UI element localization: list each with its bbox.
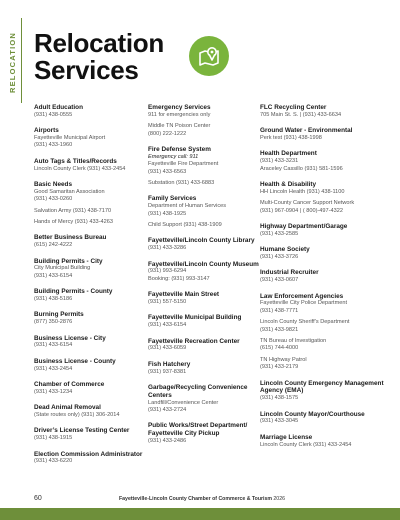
directory-entry (260, 434, 398, 449)
directory-entry (148, 338, 260, 353)
directory-entry (34, 158, 146, 173)
entry-heading: Burning Permits (34, 311, 84, 319)
directory-entry (260, 246, 398, 261)
directory-entry (148, 104, 260, 138)
entry-heading: Building Permits - City (34, 257, 103, 265)
directory-entry (34, 127, 146, 150)
entry-detail: (931) 557-5150 (148, 299, 187, 306)
footer-year: 2026 (273, 496, 285, 502)
entry-detail: (931) 433-6220 (34, 458, 73, 465)
entry-detail: Hands of Mercy (931) 433-4263 (34, 219, 113, 226)
entry-detail: (931) 438-0555 (34, 111, 73, 118)
entry-heading: Highway Department/Garage (260, 223, 348, 231)
entry-heading: Humane Society (260, 246, 310, 254)
footer-publisher: Fayetteville-Lincoln County Chamber of Commerce & Tourism (119, 496, 272, 502)
directory-entry (260, 104, 398, 119)
entry-detail: (931) 937-8381 (148, 368, 187, 375)
entry-heading: Lincoln County Mayor/Courthouse (260, 410, 365, 418)
entry-heading: Airports (34, 127, 59, 135)
entry-detail: Emergency call: 911 (148, 153, 199, 160)
map-location-icon (189, 36, 229, 76)
entry-detail: Multi-County Cancer Support Network (260, 200, 355, 207)
directory-entry (34, 104, 146, 119)
entry-detail: HH Lincoln Health (931) 438-1100 (260, 188, 345, 195)
entry-detail: (800) 222-1222 (148, 130, 187, 137)
entry-heading: Law Enforcement Agencies (260, 292, 344, 300)
entry-detail: (931) 433-6059 (148, 345, 187, 352)
entry-detail: (931) 433-6563 (148, 168, 187, 175)
entry-detail: Fayetteville Municipal Airport (34, 135, 106, 141)
entry-heading: Adult Education (34, 104, 83, 111)
entry-detail: Araceley Cassillo (931) 581-1596 (260, 165, 343, 172)
directory-entry (148, 195, 260, 229)
directory-entry (34, 381, 146, 396)
directory-entry (260, 150, 398, 173)
directory-column-1 (34, 104, 146, 474)
directory-entry (34, 181, 146, 226)
entry-heading: Fayetteville/Lincoln County Library (148, 237, 255, 245)
entry-detail: Lincoln County Clerk (931) 433-2454 (260, 441, 352, 448)
bottom-accent-bar (0, 508, 400, 520)
page-title (34, 30, 164, 84)
directory-entry (148, 291, 260, 306)
entry-heading: Public Works/Street Department/ Fayetteville City Pickup (148, 422, 248, 438)
entry-detail: Good Samaritan Association (34, 188, 105, 195)
entry-heading: Ground Water - Environmental (260, 127, 353, 135)
entry-detail: (931) 967-0904 | ( 800)-497-4322 (260, 207, 343, 214)
entry-detail: (931) 433-2486 (148, 438, 187, 445)
directory-entry (260, 269, 398, 284)
section-tab (5, 30, 21, 94)
entry-detail: Substation (931) 433-6883 (148, 180, 215, 187)
entry-heading: Fire Defense System (148, 146, 211, 154)
entry-detail: (931) 438-5186 (34, 296, 73, 303)
page-number: 60 (34, 495, 42, 502)
entry-detail: (931) 438-1925 (148, 210, 187, 217)
entry-heading: Family Services (148, 195, 197, 203)
entry-detail: (931) 433-1234 (34, 388, 73, 395)
entry-detail: (931) 433-3286 (148, 245, 187, 252)
directory-entry (148, 261, 260, 284)
entry-detail: (931) 433-0260 (34, 196, 73, 203)
entry-detail: (931) 438-1575 (260, 395, 299, 402)
entry-heading: Industrial Recruiter (260, 269, 319, 277)
entry-heading: Fayetteville Main Street (148, 291, 220, 299)
entry-detail: (931) 433-9821 (260, 326, 299, 333)
directory-column-2 (148, 104, 260, 453)
entry-detail: 911 for emergencies only (148, 111, 211, 118)
directory-entry (34, 335, 146, 350)
entry-heading: Auto Tags & Titles/Records (34, 157, 117, 165)
page-footer (34, 495, 394, 505)
entry-detail: (931) 433-6154 (34, 272, 73, 279)
entry-heading: Building Permits - County (34, 288, 113, 296)
section-tab-label: RELOCATION (8, 31, 18, 93)
directory-column-3 (260, 104, 398, 457)
directory-entry (148, 314, 260, 329)
directory-entry (34, 358, 146, 373)
directory-entry (148, 384, 260, 414)
entry-heading: Emergency Services (148, 104, 211, 111)
entry-detail: (931) 433-2585 (260, 230, 299, 237)
entry-heading: Marriage License (260, 433, 313, 441)
entry-detail: (931) 433-3231 (260, 158, 299, 165)
directory-entry (260, 411, 398, 426)
directory-entry (260, 127, 398, 142)
directory-entry (260, 181, 398, 215)
page-title-line-2: Services (34, 55, 139, 85)
entry-detail: (931) 993-6294 (148, 268, 187, 275)
directory-entry (260, 380, 398, 403)
entry-detail: (931) 438-1915 (34, 435, 73, 442)
entry-detail: (931) 438-7771 (260, 307, 299, 314)
entry-detail: TN Highway Patrol (260, 356, 307, 363)
entry-detail: (931) 433-6154 (148, 322, 187, 329)
entry-heading: Better Business Bureau (34, 234, 107, 242)
entry-detail: Department of Human Services (148, 203, 227, 210)
entry-detail: 705 Main St. S. | (931) 433-6634 (260, 111, 342, 118)
directory-entry (148, 361, 260, 376)
directory-entry (34, 234, 146, 249)
entry-detail: Booking: (931) 993-3147 (148, 275, 210, 282)
directory-entry (34, 427, 146, 442)
entry-detail: Perk test (931) 438-1998 (260, 135, 322, 141)
entry-heading: Lincoln County Emergency Management Agency (EMA) (260, 379, 384, 395)
entry-detail: Middle TN Poison Center (148, 123, 211, 130)
directory-entry (148, 237, 260, 252)
directory-entry (148, 422, 260, 445)
entry-detail: Child Support (931) 438-1909 (148, 222, 222, 229)
directory-entry (34, 404, 146, 419)
entry-detail: (931) 433-6154 (34, 342, 73, 349)
entry-detail: (877) 350-2876 (34, 319, 73, 326)
entry-heading: Garbage/Recycling Convenience Centers (148, 384, 248, 399)
entry-heading: FLC Recycling Center (260, 104, 327, 111)
directory-entry (148, 146, 260, 187)
entry-heading: Business License - City (34, 334, 106, 342)
directory-entry (34, 258, 146, 281)
sidebar-rule (21, 18, 22, 103)
entry-detail: (931) 433-2724 (148, 407, 187, 414)
directory-entry (260, 293, 398, 372)
entry-detail: Landfill/Convenience Center (148, 399, 219, 406)
entry-detail: (931) 433-2179 (260, 364, 299, 371)
entry-detail: Fayetteville City Police Department (260, 300, 348, 307)
entry-detail: (615) 242-4222 (34, 242, 73, 249)
entry-detail: (931) 433-3045 (260, 418, 299, 425)
entry-heading: Health & Disability (260, 181, 317, 189)
entry-detail: City Municipal Building (34, 265, 91, 272)
map-location-icon-graphic (197, 44, 221, 68)
directory-entry (34, 288, 146, 303)
entry-detail: (931) 433-0607 (260, 277, 299, 284)
entry-heading: Fish Hatchery (148, 360, 191, 368)
entry-detail: (931) 433-1960 (34, 142, 73, 149)
entry-heading: Business License - County (34, 357, 116, 365)
entry-heading: Health Department (260, 150, 317, 158)
entry-heading: Fayetteville Municipal Building (148, 314, 242, 322)
directory-entry (260, 223, 398, 238)
entry-heading: Election Commission Administrator (34, 450, 143, 458)
entry-detail: TN Bureau of Investigation (260, 338, 327, 345)
entry-detail: Fayetteville Fire Department (148, 161, 219, 168)
entry-heading: Dead Animal Removal (34, 404, 101, 412)
entry-detail: Salvation Army (931) 438-7170 (34, 207, 112, 214)
entry-detail: (931) 433-3726 (260, 254, 299, 261)
entry-heading: Fayetteville Recreation Center (148, 337, 240, 345)
entry-heading: Driver’s License Testing Center (34, 427, 130, 435)
directory-entry (34, 451, 146, 466)
entry-heading: Chamber of Commerce (34, 381, 105, 389)
entry-heading: Basic Needs (34, 181, 73, 189)
directory-entry (34, 311, 146, 326)
footer-text (119, 496, 285, 502)
entry-detail: (931) 433-2454 (34, 365, 73, 372)
entry-detail: (615) 744-4000 (260, 345, 299, 352)
entry-detail: (State routes only) (931) 306-2014 (34, 412, 120, 419)
page-title-line-1: Relocation (34, 28, 164, 58)
entry-detail: Lincoln County Clerk (931) 433-2454 (34, 165, 126, 172)
entry-heading: Fayetteville/Lincoln County Museum (148, 260, 259, 268)
entry-detail: Lincoln County Sheriff’s Department (260, 319, 350, 326)
